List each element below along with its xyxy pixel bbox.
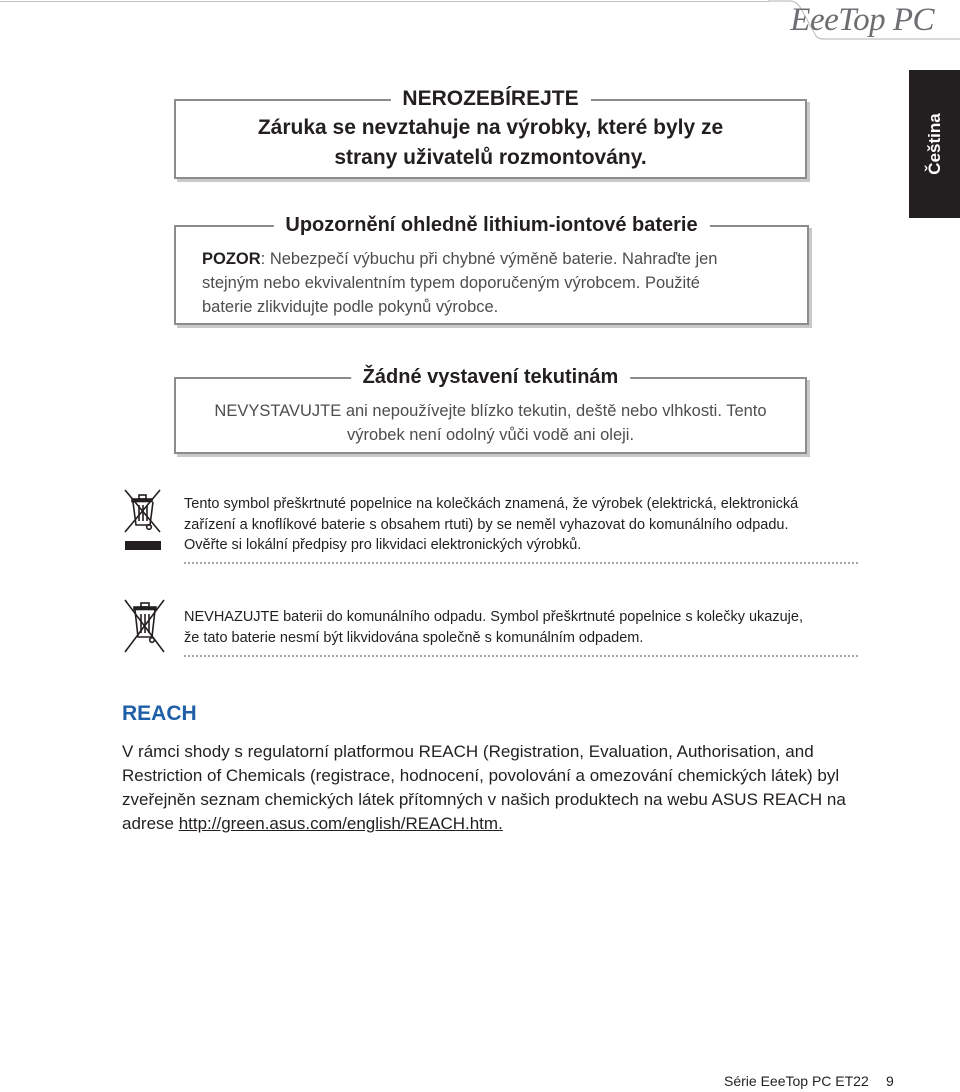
liquids-warning-title: Žádné vystavení tekutinám: [351, 362, 631, 392]
weee-notice-line: zařízení a knoflíkové baterie s obsahem rtuti) by se neměl vyhazovat do komunálního odpadu.: [184, 516, 789, 533]
reach-body: [122, 740, 852, 836]
reach-line: Restriction of Chemicals (registrace, hodnocení, povolování a omezování chemických látek) byl: [122, 766, 840, 785]
battery-warning-label: POZOR: [202, 250, 261, 268]
reach-line: V rámci shody s regulatorní platformou REACH (Registration, Evaluation, Authorisation, and: [122, 742, 814, 761]
disassembly-warning-line: strany uživatelů rozmontovány.: [334, 146, 647, 169]
reach-link[interactable]: http://green.asus.com/english/REACH.htm.: [178, 814, 503, 833]
disassembly-warning-line: Záruka se nevztahuje na výrobky, které byly ze: [257, 116, 724, 139]
battery-warning-text: [202, 247, 787, 319]
weee-notice-text: [184, 494, 798, 556]
disassembly-warning-title: NEROZEBÍREJTE: [390, 84, 590, 114]
battery-notice-text: [184, 607, 803, 648]
reach-line: zveřejněn seznam chemických látek přítomných v našich produktech na webu ASUS REACH na: [122, 790, 846, 809]
battery-notice-divider: [184, 655, 858, 657]
language-tab-label: Čeština: [924, 113, 944, 175]
battery-warning-line-text: : Nebezpečí výbuchu při chybné výměně baterie. Nahraďte jen: [260, 250, 718, 268]
eeetop-logo: EeeTop PC: [790, 2, 934, 38]
battery-warning-line: stejným nebo ekvivalentním typem doporučeným výrobcem. Použité: [202, 274, 700, 292]
liquids-warning-line: výrobek není odolný vůči vodě ani oleji.: [346, 426, 635, 444]
reach-heading: REACH: [122, 702, 197, 725]
battery-warning-title: Upozornění ohledně lithium-iontové baterie: [273, 210, 709, 240]
liquids-warning-box: [174, 366, 807, 454]
battery-warning-line: baterie zlikvidujte podle pokynů výrobce.: [202, 298, 499, 316]
crossed-out-battery-bin-icon: [122, 597, 168, 660]
footer-series: Série EeeTop PC ET22: [724, 1073, 869, 1089]
disassembly-warning-text: [176, 113, 805, 173]
disassembly-warning-box: [174, 87, 807, 179]
language-tab: [909, 70, 960, 218]
weee-notice-divider: [184, 562, 858, 564]
header-line: [0, 1, 770, 2]
battery-notice-line: že tato baterie nesmí být likvidována společně s komunálním odpadem.: [184, 629, 644, 646]
battery-notice-line: NEVHAZUJTE baterii do komunálního odpadu. Symbol přeškrtnuté popelnice s kolečky ukazuje,: [184, 609, 803, 625]
weee-notice-line: Ověřte si lokální předpisy pro likvidaci elektronických výrobků.: [184, 537, 582, 553]
crossed-out-wheelie-bin-icon: [122, 488, 164, 561]
liquids-warning-text: [176, 399, 805, 447]
battery-warning-line: [202, 247, 787, 271]
page-number: 9: [886, 1073, 894, 1089]
battery-warning-box: [174, 214, 809, 325]
weee-notice-line: Tento symbol přeškrtnuté popelnice na kolečkách znamená, že výrobek (elektrická, elektronická: [184, 496, 799, 512]
reach-line-prefix: adrese: [122, 814, 179, 833]
reach-line: [122, 812, 852, 836]
header-tab: [768, 0, 960, 40]
liquids-warning-line: NEVYSTAVUJTE ani nepoužívejte blízko tekutin, deště nebo vlhkosti. Tento: [214, 402, 767, 420]
